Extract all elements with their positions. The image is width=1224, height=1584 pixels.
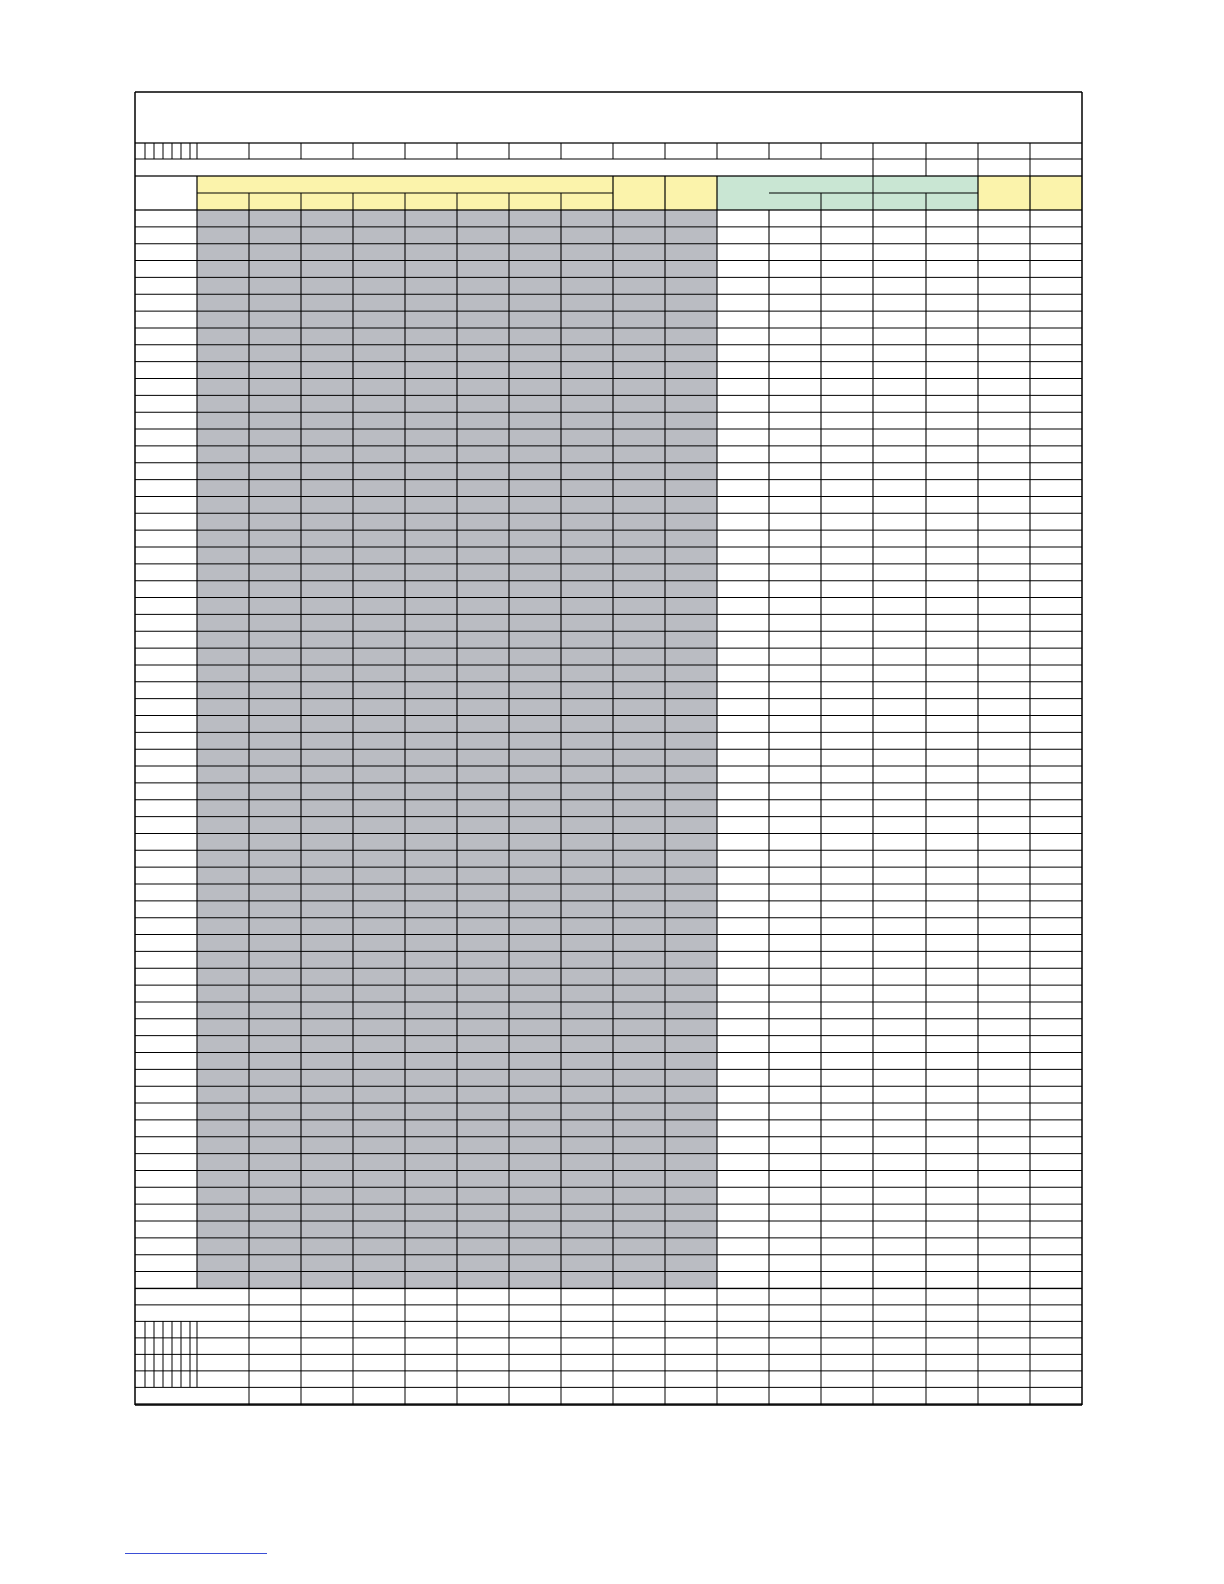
header-yellow-col-16 bbox=[978, 176, 1030, 210]
header-yellow-col-9 bbox=[613, 176, 665, 210]
header-yellow-col-17 bbox=[1030, 176, 1082, 210]
header-yellow-col-10 bbox=[665, 176, 717, 210]
footer-link-underline[interactable] bbox=[125, 1553, 267, 1554]
header-yellow-group-top bbox=[197, 176, 613, 193]
